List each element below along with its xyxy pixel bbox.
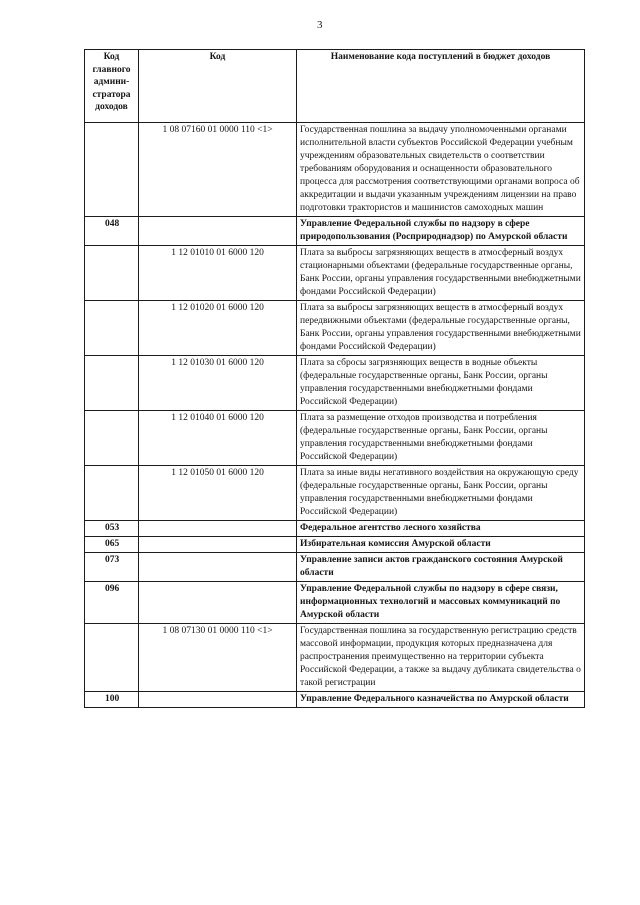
admin-code-cell — [85, 301, 139, 356]
revenue-name-cell: Избирательная комиссия Амурской области — [297, 537, 585, 553]
revenue-code-row — [85, 123, 585, 217]
revenue-name-cell: Плата за размещение отходов производства и потребления (федеральные государственные органы, Банк России, органы управления государственными внебюджетными фондами Российской Федерации) — [297, 411, 585, 466]
revenue-name-cell: Плата за выбросы загрязняющих веществ в атмосферный воздух стационарными объектами (федеральные государственные органы, Банк России, органы управления государственными внебюджетными фондами Российской Федерации) — [297, 246, 585, 301]
revenue-code-cell — [139, 692, 297, 708]
admin-code-cell — [85, 356, 139, 411]
admin-code-cell — [85, 411, 139, 466]
administrator-row — [85, 521, 585, 537]
revenue-code-cell — [139, 217, 297, 246]
table-body — [85, 123, 585, 708]
admin-code-cell: 048 — [85, 217, 139, 246]
administrator-row — [85, 553, 585, 582]
revenue-code-cell: 1 12 01040 01 6000 120 — [139, 411, 297, 466]
revenue-code-row — [85, 466, 585, 521]
administrator-row — [85, 537, 585, 553]
admin-code-cell: 065 — [85, 537, 139, 553]
administrator-row — [85, 217, 585, 246]
revenue-name-cell: Федеральное агентство лесного хозяйства — [297, 521, 585, 537]
revenue-code-row — [85, 356, 585, 411]
admin-code-cell — [85, 624, 139, 692]
revenue-name-cell: Управление записи актов гражданского состояния Амурской области — [297, 553, 585, 582]
revenue-code-cell: 1 12 01020 01 6000 120 — [139, 301, 297, 356]
revenue-code-cell: 1 12 01010 01 6000 120 — [139, 246, 297, 301]
admin-code-cell: 073 — [85, 553, 139, 582]
admin-code-cell — [85, 123, 139, 217]
revenue-name-cell: Плата за сбросы загрязняющих веществ в водные объекты (федеральные государственные органы, Банк России, органы управления государственными внебюджетными фондами Российской Федерации) — [297, 356, 585, 411]
table-header-row — [85, 50, 585, 123]
page-number: 3 — [317, 19, 323, 31]
revenue-name-cell: Плата за выбросы загрязняющих веществ в атмосферный воздух передвижными объектами (федеральные государственные органы, Банк России, органы управления государственными внебюджетными фондами Российской Федерации) — [297, 301, 585, 356]
header-admin-code: Код главного админи-стратора доходов — [85, 50, 139, 123]
revenue-code-cell — [139, 553, 297, 582]
revenue-code-cell — [139, 521, 297, 537]
administrator-row — [85, 582, 585, 624]
admin-code-cell — [85, 466, 139, 521]
revenue-name-cell: Государственная пошлина за государственную регистрацию средств массовой информации, продукция которых предназначена для распространения преимущественно на территории субъекта Российской Федерации, а также за выдачу дубликата свидетельства о такой регистрации — [297, 624, 585, 692]
revenue-code-cell — [139, 582, 297, 624]
admin-code-cell: 053 — [85, 521, 139, 537]
revenue-code-row — [85, 624, 585, 692]
revenue-code-cell: 1 08 07130 01 0000 110 <1> — [139, 624, 297, 692]
header-code: Код — [139, 50, 297, 123]
revenue-codes-table — [84, 49, 585, 708]
revenue-code-cell: 1 12 01030 01 6000 120 — [139, 356, 297, 411]
revenue-code-cell: 1 12 01050 01 6000 120 — [139, 466, 297, 521]
revenue-code-row — [85, 411, 585, 466]
admin-code-cell: 100 — [85, 692, 139, 708]
revenue-name-cell: Управление Федерального казначейства по Амурской области — [297, 692, 585, 708]
revenue-code-cell: 1 08 07160 01 0000 110 <1> — [139, 123, 297, 217]
administrator-row — [85, 692, 585, 708]
revenue-code-cell — [139, 537, 297, 553]
revenue-name-cell: Плата за иные виды негативного воздействия на окружающую среду (федеральные государственные органы, Банк России, органы управления государственными внебюджетными фондами Российской Федерации) — [297, 466, 585, 521]
revenue-name-cell: Управление Федеральной службы по надзору в сфере связи, информационных технологий и массовых коммуникаций по Амурской области — [297, 582, 585, 624]
revenue-code-row — [85, 246, 585, 301]
admin-code-cell — [85, 246, 139, 301]
revenue-name-cell: Управление Федеральной службы по надзору в сфере природопользования (Росприроднадзор) по Амурской области — [297, 217, 585, 246]
admin-code-cell: 096 — [85, 582, 139, 624]
revenue-code-row — [85, 301, 585, 356]
header-name: Наименование кода поступлений в бюджет доходов — [297, 50, 585, 123]
revenue-name-cell: Государственная пошлина за выдачу уполномоченными органами исполнительной власти субъектов Российской Федерации учебным учреждениям образовательных свидетельств о соответствии требованиям оборудования и оснащенности образовательного процесса для рассмотрения соответствующими органами вопроса об аккредитации и выдачи указанным учреждениям лицензии на право подготовки трактористов и машинистов самоходных машин — [297, 123, 585, 217]
